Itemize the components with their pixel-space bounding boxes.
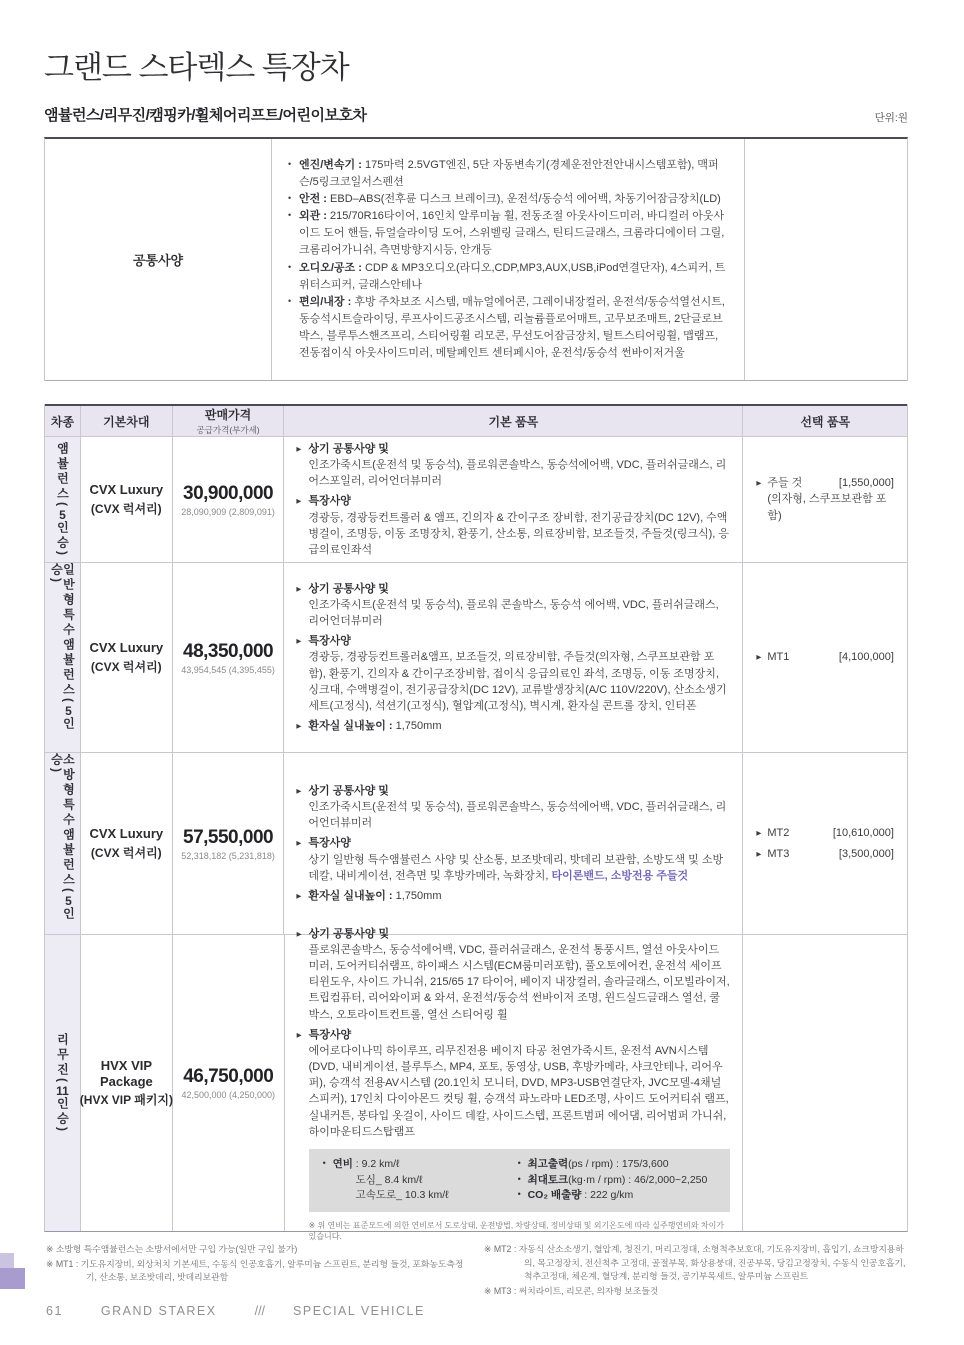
co2-label: CO₂ 배출량 — [527, 1189, 582, 1202]
max-power-value: (ps / rpm) : 175/3,600 — [568, 1157, 669, 1170]
header-chassis: 기본차대 — [81, 406, 173, 436]
vehicle-type-cell — [45, 437, 81, 562]
supply-price: 28,090,909 (2,809,091) — [181, 506, 275, 517]
footnote-mt1: ※ MT1 : 기도유지장비, 외상처치 기본세트, 수동식 인공호흡기, 알루미늄 스프린트, 분리형 들것, 포화농도측정기, 산소통, 보조밧데리, 밧데리보관함 — [46, 1258, 464, 1283]
section-title: ▶ 특장사양 — [308, 835, 730, 851]
sale-price: 46,750,000 — [183, 1066, 274, 1087]
spec-item-head: 엔진/변속기 : — [299, 159, 365, 172]
header-price-sub: 공급가격(부가세) — [196, 425, 260, 435]
price-cell — [173, 753, 285, 934]
option-line — [756, 475, 894, 492]
section-title: ▶ 특장사양 — [308, 493, 730, 509]
optional-items-cell — [743, 753, 907, 934]
vehicle-type-cell — [45, 563, 81, 752]
highlighted-items: 타이론밴드, 소방전용 주들것 — [551, 869, 689, 882]
spec-item-head: 편의/내장 : — [299, 295, 355, 308]
section-title: ▶ 상기 공통사양 및 — [308, 581, 730, 597]
interior-height-value: 1,750mm — [395, 720, 442, 733]
option-item — [756, 475, 894, 525]
spec-item-body: CDP & MP3오디오(라디오,CDP,MP3,AUX,USB,iPod연결단자), 4스피커, 트위터스피커, 글래스안테나 — [299, 261, 726, 291]
page-number: 61 — [46, 1304, 63, 1318]
spec-item-exterior — [288, 208, 728, 259]
section-body-text: 상기 일반형 특수앰뷸런스 사양 및 산소통, 보조밧데리, 밧데리 보관함, 소방도색 및 소방데칼, 내비게이션, 전측면 및 후방카메라, 녹화장치, — [308, 853, 724, 882]
chassis-name-en: CVX Luxury — [89, 640, 164, 656]
header-price — [173, 406, 285, 436]
section-title: ▶ 상기 공통사양 및 — [308, 441, 730, 457]
base-items-cell — [285, 927, 744, 1242]
spec-item-body: EBD–ABS(전후륜 디스크 브레이크), 운전석/동승석 에어백, 차동기어잠금장치(LD) — [330, 193, 721, 206]
footnote-mt2: ※ MT2 : 자동식 산소소생기, 혈압계, 청진기, 머리고정대, 소형척추보호대, 기도유지장비, 흡입기, 쇼크방지용하의, 목고정장치, 전신척추 고정대, 골절부목, 화상용붕대, 진공부목, 당김고정장치, 수동식 인공호흡기, 척추고정대, 체온계, 혈당계, 분리형 들것, 공기부목세트, 알루미늄 스프린트 — [484, 1244, 906, 1282]
chassis-cell — [81, 563, 173, 752]
fuel-economy-value: : 9.2 km/ℓ — [352, 1157, 400, 1170]
interior-height-label: 환자실 실내높이 : — [308, 720, 396, 733]
chassis-name-ko: (CVX 럭셔리) — [90, 845, 162, 860]
sale-price: 57,550,000 — [183, 826, 274, 848]
option-note: (의자형, 스쿠프보관함 포함) — [767, 493, 887, 522]
chassis-name-en: CVX Luxury — [89, 826, 164, 842]
spec-item-body: 후방 주차보조 시스템, 매뉴얼에어콘, 그레이내장컬러, 운전석/동승석열선시트, 동승석시트슬라이딩, 루프사이드공조시스템, 리놀륨플로어매트, 고무보조매트, 2단글로브박스, 블루투스핸즈프리, 스티어링휠 리모콘, 무선도어잠금장치, 틸트스티어링휠, 맵램프, 전동접이식 아웃사이드미러, 메탈페인트 센터페시아, 운전석/동승석 썬바이저거울 — [299, 295, 725, 359]
co2-line — [518, 1188, 717, 1204]
base-section-common — [296, 783, 730, 831]
footer-model-name: GRAND STAREX — [100, 1304, 217, 1318]
page-footer — [46, 1304, 463, 1318]
price-cell — [173, 563, 285, 752]
max-torque-line — [518, 1173, 717, 1189]
price-cell — [173, 935, 285, 1231]
base-items-cell — [284, 437, 743, 562]
header-base-items: 기본 품목 — [284, 406, 743, 436]
spec-item-head: 오디오/공조 : — [299, 261, 365, 274]
base-section-special — [296, 493, 730, 558]
common-spec-content — [271, 139, 745, 380]
fuel-power-column — [518, 1157, 717, 1204]
section-body: 인조가죽시트(운전석 및 동승석), 플로워콘솔박스, 동승석에어백, VDC, 플러쉬글래스, 리어스포일러, 리어언더뷰미러 — [308, 459, 727, 488]
interior-height-label: 환자실 실내높이 : — [308, 889, 396, 902]
footer-section-name: SPECIAL VEHICLE — [293, 1304, 425, 1318]
section-title: ▶ 상기 공통사양 및 — [309, 926, 731, 942]
chassis-name-ko: (CVX 럭셔리) — [90, 501, 162, 516]
table-row-special-ambulance — [45, 563, 907, 753]
page-title: 그랜드 스타렉스 특장차 — [44, 50, 349, 85]
table-row-limousine — [45, 927, 907, 1242]
fuel-economy-line — [323, 1157, 518, 1173]
fuel-city-line: 도심_ 8.4 km/ℓ — [355, 1173, 423, 1186]
vehicle-type-label: 앰뷸런스(5인승) — [55, 441, 70, 558]
footnote-fire-purchase: ※ 소방형 특수앰뷸런스는 소방서에서만 구입 가능(일반 구입 불가) — [46, 1244, 298, 1254]
spec-item-engine — [288, 157, 728, 191]
table-row-ambulance — [45, 437, 907, 563]
chassis-name-ko: (HVX VIP 패키지) — [79, 1093, 174, 1108]
chassis-cell — [81, 437, 173, 562]
option-price: [10,610,000] — [832, 827, 894, 839]
spec-item-head: 외관 : — [299, 210, 331, 223]
fuel-highway-line: 고속도로_ 10.3 km/ℓ — [355, 1189, 449, 1202]
chassis-cell — [81, 753, 173, 934]
chassis-name-en: CVX Luxury — [89, 482, 164, 498]
header-price-main: 판매가격 — [204, 408, 252, 422]
price-cell — [173, 437, 285, 562]
footer-divider: /// — [254, 1304, 266, 1318]
common-spec-label: 공통사양 — [132, 253, 184, 268]
vehicle-type-label: 리무진(11인승) — [55, 1032, 70, 1134]
optional-items-cell — [743, 935, 907, 1231]
optional-items-cell — [743, 437, 907, 562]
sale-price: 48,350,000 — [183, 640, 274, 662]
chassis-name-en: HVX VIP Package — [100, 1057, 153, 1089]
max-power-label: 최고출력 — [527, 1157, 569, 1170]
option-name: ▶ MT1 — [767, 651, 790, 664]
option-item — [756, 649, 894, 666]
section-subtitle: 앰뷸런스/리무진/캠핑카/휠체어리프트/어린이보호차 — [44, 107, 367, 124]
option-name: ▶ MT2 — [767, 827, 790, 839]
supply-price: 42,500,000 (4,250,000) — [181, 1090, 276, 1100]
section-body: 인조가죽시트(운전석 및 동승석), 플로워콘솔박스, 동승석에어백, VDC, 플러쉬글래스, 리어언더뷰미러 — [308, 801, 727, 830]
base-section-special — [296, 633, 730, 714]
header-vehicle-type: 차종 — [45, 406, 81, 436]
base-items-cell — [284, 563, 743, 752]
base-section-special — [297, 1027, 731, 1140]
vehicle-type-label: 일반형특수앰뷸런스(5인승) — [49, 563, 76, 732]
fuel-economy-box — [309, 1149, 731, 1212]
option-item — [756, 825, 894, 842]
base-section-common — [297, 926, 731, 1023]
vehicle-type-cell — [45, 935, 81, 1231]
chassis-name-ko: (CVX 럭셔리) — [90, 659, 162, 674]
interior-height-line — [296, 718, 730, 734]
max-torque-label: 최대토크 — [527, 1173, 569, 1186]
common-spec-box — [44, 137, 908, 381]
option-line — [756, 825, 894, 842]
section-title: ▶ 특장사양 — [309, 1027, 731, 1043]
base-section-common — [296, 441, 730, 489]
fuel-economy-label: 연비 — [332, 1157, 353, 1170]
co2-value: : 222 g/km — [581, 1189, 634, 1202]
table-row-fire-ambulance — [45, 753, 907, 935]
max-torque-value: (kg·m / rpm) : 46/2,000~2,250 — [568, 1173, 708, 1186]
option-price: [1,550,000] — [838, 476, 894, 489]
section-body: 경광등, 경광등컨트롤러&앰프, 보조들것, 의료장비함, 주들것(의자형, 스쿠프보관함 포함), 환풍기, 긴의자 & 간이구조장비함, 접이식 응급의료인 좌석, 조명등, 이동 조명장치, 싱크대, 수액병걸이, 전기공급장치(DC 12V), 교류발생장치(A/C 110V/220V), 산소소생기 세트(고정식), 석션기(고정식), 혈압계(고정식), 벽시계, 환자실 콘트롤 장치, 인터폰 — [308, 651, 727, 712]
supply-price: 52,318,182 (5,231,818) — [181, 850, 275, 861]
section-body — [308, 852, 730, 884]
max-power-line — [518, 1157, 717, 1173]
sale-price: 30,900,000 — [183, 482, 274, 504]
option-name: ▶ 주들 것 — [767, 476, 803, 489]
interior-height-value: 1,750mm — [395, 889, 442, 902]
section-body: 플로워콘솔박스, 동승석에어백, VDC, 플러쉬글래스, 운전석 통풍시트, 열선 아웃사이드 미러, 도어커티쉬램프, 하이패스 시스템(ECM룸미러포함), 풀오토에어컨, 운전석 세이프티윈도우, 사이드 가니쉬, 215/65 17 타이어, 베이지 내장컬러, 솔라글래스, 이모빌라이저, 트립컴퓨터, 리어와이퍼 & 와셔, 운전석/동승석 썬바이저 조명, 윈드실드글래스 열선, 쿨박스, 오토라이트컨트롤, 열선 스티어링 휠 — [308, 944, 730, 1021]
section-title: ▶ 특장사양 — [308, 633, 730, 649]
spec-item-body: 215/70R16타이어, 16인치 알루미늄 휠, 전동조절 아웃사이드미러, 바디컬러 아웃사이드 도어 핸들, 듀얼슬라이딩 도어, 스위벨링 글래스, 틴티드글래스, 크롬라디에이터 그릴, 크롬리어가니쉬, 측면방향지시등, 안개등 — [299, 210, 725, 257]
spec-item-body: 175마력 2.5VGT엔진, 5단 자동변속기(경제운전안전안내시스템포함), 맥퍼슨/5링크코일서스펜션 — [299, 159, 719, 189]
footnotes — [46, 1243, 908, 1300]
header-optional-items: 선택 품목 — [800, 414, 851, 429]
footnotes-right-column — [484, 1243, 908, 1300]
section-title: ▶ 상기 공통사양 및 — [308, 783, 730, 799]
section-body: 에어로다이나믹 하이루프, 리무진전용 베이지 타공 천연가죽시트, 운전석 AVN시스템 (DVD, 내비게이션, 블루투스, MP4, 포토, 동영상, USB, 후방카메라, 샤크안테나, 리어우퍼), 승객석 전용AV시스템 (20.1인치 모니터, DVD, MP3-USB연결단자, JVC모델-4채널 스피커), 17인치 다이아몬드 컷팅 휠, 승객석 파노라마 LED조명, 사이드 도어커티쉬 램프, 실내커튼, 봉타입 옷걸이, 사이드 데칼, 사이드스텝, 프론트범퍼 에어댐, 리어범퍼 가니쉬, 하이마운티드스탑램프 — [308, 1044, 729, 1138]
spec-item-convenience — [288, 294, 728, 362]
section-header — [44, 104, 908, 125]
vehicle-type-cell — [45, 753, 81, 934]
option-price: [3,500,000] — [838, 847, 894, 860]
vehicle-type-label: 소방형특수앰뷸런스(5인승) — [49, 753, 76, 922]
unit-label: 단위:원 — [874, 112, 908, 124]
spec-item-safety — [288, 191, 728, 208]
fuel-economy-disclaimer: ※ 위 연비는 표준모드에 의한 연비로서 도로상태, 운전방법, 차량상태, 정비상태 및 외기온도에 따라 실주행연비와 차이가 있습니다. — [308, 1221, 725, 1242]
option-line — [756, 649, 894, 666]
option-price: [4,100,000] — [838, 651, 894, 664]
common-spec-empty-cell — [745, 139, 907, 380]
page-edge-tab-light — [0, 1253, 14, 1269]
section-body: 경광등, 경광등컨트롤러 & 앰프, 긴의자 & 간이구조 장비함, 전기공급장치(DC 12V), 수액병걸이, 조명등, 이동 조명장치, 환풍기, 산소통, 의료장비함, 보조들것, 주들것(링크식), 응급의료인좌석 — [308, 511, 729, 556]
base-items-cell — [284, 753, 743, 934]
section-body: 인조가죽시트(운전석 및 동승석), 플로워 콘솔박스, 동승석 에어백, VDC, 플러쉬글래스, 리어언더뷰미러 — [308, 598, 719, 628]
option-item — [756, 846, 894, 863]
chassis-cell — [81, 935, 173, 1231]
option-line — [756, 846, 894, 863]
page-edge-tab-purple — [0, 1268, 25, 1289]
spec-item-head: 안전 : — [299, 193, 331, 206]
footnotes-left-column — [46, 1243, 484, 1300]
base-section-special — [296, 835, 730, 883]
spec-item-audio — [288, 260, 728, 294]
table-header-row — [45, 404, 907, 437]
option-name: ▶ MT3 — [767, 847, 790, 860]
supply-price: 43,954,545 (4,395,455) — [181, 664, 275, 675]
footnote-mt3: ※ MT3 : 써치라이트, 리모콘, 의자형 보조들것 — [484, 1285, 659, 1296]
optional-items-cell — [743, 563, 907, 752]
price-spec-table — [44, 404, 908, 1242]
interior-height-line — [296, 888, 730, 904]
base-section-common — [296, 581, 730, 629]
fuel-economy-column — [323, 1157, 518, 1204]
